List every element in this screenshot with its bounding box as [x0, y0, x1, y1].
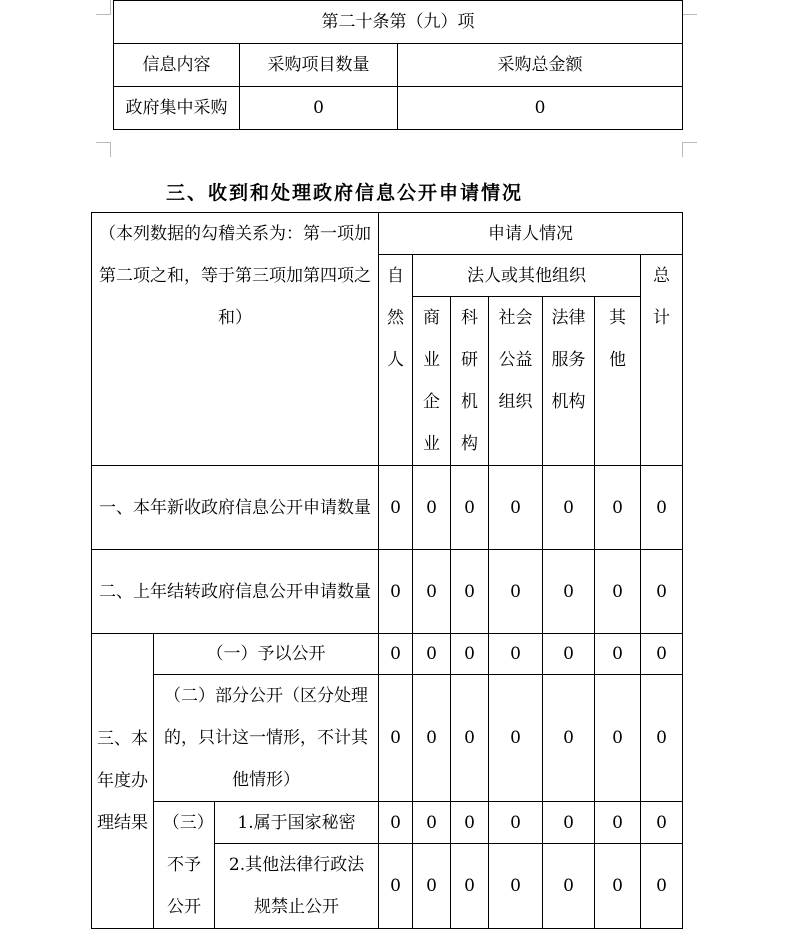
cell: 0	[451, 550, 489, 634]
cell: 0	[413, 634, 451, 675]
row-label-central-procurement: 政府集中采购	[114, 87, 240, 130]
row-new-applications: 一、本年新收政府信息公开申请数量	[92, 466, 379, 550]
legal-org-header: 法人或其他组织	[413, 255, 641, 297]
value-total-amount: 0	[398, 87, 683, 130]
cell: 0	[489, 466, 543, 550]
sub-commercial: 商业企业	[413, 297, 451, 466]
section-title: 三、收到和处理政府信息公开申请情况	[166, 182, 524, 204]
sub-legal-service: 法律服务机构	[543, 297, 595, 466]
cell: 0	[543, 550, 595, 634]
sub-research: 科研机构	[451, 297, 489, 466]
application-table	[91, 212, 683, 929]
cell: 0	[543, 634, 595, 675]
note-cell: （本列数据的勾稽关系为：第一项加第二项之和，等于第三项加第四项之和）	[92, 213, 379, 466]
cell: 0	[489, 634, 543, 675]
procurement-table	[113, 0, 683, 130]
corner-mark-bl	[96, 142, 111, 157]
row-state-secret: 1.属于国家秘密	[215, 802, 379, 844]
cell: 0	[451, 802, 489, 844]
header-project-count: 采购项目数量	[240, 44, 398, 87]
cell: 0	[451, 466, 489, 550]
cell: 0	[595, 550, 641, 634]
header-info-content: 信息内容	[114, 44, 240, 87]
cell: 0	[543, 802, 595, 844]
cell: 0	[489, 550, 543, 634]
cell: 0	[413, 550, 451, 634]
cell: 0	[595, 844, 641, 929]
cell: 0	[413, 675, 451, 802]
cell: 0	[413, 466, 451, 550]
sub-public-welfare: 社会公益组织	[489, 297, 543, 466]
cell: 0	[595, 634, 641, 675]
cell: 0	[451, 634, 489, 675]
cell: 0	[595, 802, 641, 844]
row-carried-over: 二、上年结转政府信息公开申请数量	[92, 550, 379, 634]
applicant-header: 申请人情况	[379, 213, 683, 255]
cell: 0	[641, 466, 683, 550]
cell: 0	[543, 466, 595, 550]
cell: 0	[641, 844, 683, 929]
cell: 0	[451, 675, 489, 802]
cell: 0	[543, 675, 595, 802]
total-header: 总计	[641, 255, 683, 466]
corner-mark-tr	[682, 0, 697, 15]
cell: 0	[379, 550, 413, 634]
cell: 0	[543, 844, 595, 929]
cell: 0	[595, 466, 641, 550]
row-disclosed: （一）予以公开	[154, 634, 379, 675]
row-group-not-disclosed: （三）不予公开	[154, 802, 215, 929]
cell: 0	[413, 802, 451, 844]
cell: 0	[379, 844, 413, 929]
cell: 0	[379, 634, 413, 675]
corner-mark-br	[682, 142, 697, 157]
natural-person-header: 自然人	[379, 255, 413, 466]
cell: 0	[641, 802, 683, 844]
header-total-amount: 采购总金额	[398, 44, 683, 87]
cell: 0	[641, 675, 683, 802]
row-other-law-prohibited: 2.其他法律行政法规禁止公开	[215, 844, 379, 929]
value-project-count: 0	[240, 87, 398, 130]
row-group-results: 三、本年度办理结果	[92, 634, 154, 929]
cell: 0	[379, 675, 413, 802]
cell: 0	[641, 550, 683, 634]
procurement-title: 第二十条第（九）项	[114, 1, 683, 44]
cell: 0	[413, 844, 451, 929]
cell: 0	[489, 844, 543, 929]
cell: 0	[489, 802, 543, 844]
corner-mark-tl	[96, 0, 111, 15]
cell: 0	[379, 802, 413, 844]
cell: 0	[489, 675, 543, 802]
row-partially-disclosed: （二）部分公开（区分处理的，只计这一情形，不计其他情形）	[154, 675, 379, 802]
cell: 0	[641, 634, 683, 675]
cell: 0	[595, 675, 641, 802]
cell: 0	[379, 466, 413, 550]
cell: 0	[451, 844, 489, 929]
sub-other: 其他	[595, 297, 641, 466]
